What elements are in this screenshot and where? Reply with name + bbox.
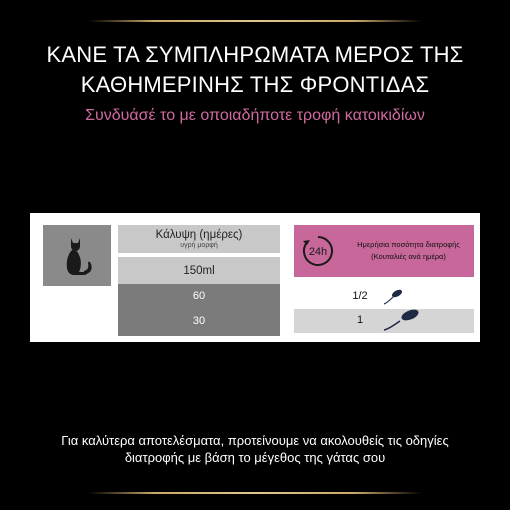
dose-row-1 bbox=[294, 285, 474, 309]
coverage-header-label: Κάλυψη (ημέρες) bbox=[155, 228, 243, 241]
dose-row-2 bbox=[294, 309, 474, 333]
volume-cell bbox=[118, 257, 280, 284]
coverage-subheader-label: υγρή μορφή bbox=[180, 241, 218, 249]
spoon-icon bbox=[382, 309, 422, 333]
title-line-2: ΚΑΘΗΜΕΡΙΝΗΣ ΤΗΣ ΦΡΟΝΤΙΔΑΣ bbox=[80, 72, 430, 97]
bottom-gold-divider bbox=[88, 492, 422, 494]
coverage-values bbox=[118, 284, 280, 336]
footer-line-1: Για καλύτερα αποτελέσματα, προτείνουμε να ακολουθείς τις οδηγίες bbox=[61, 433, 449, 448]
top-gold-divider bbox=[88, 20, 422, 22]
weight-row-1: 3-7kg bbox=[63, 290, 91, 302]
title-line-1: ΚΑΝΕ ΤΑ ΣΥΜΠΛΗΡΩΜΑΤΑ ΜΕΡΟΣ ΤΗΣ bbox=[46, 42, 464, 67]
dosage-table bbox=[30, 213, 480, 342]
days-row-1: 60 bbox=[192, 290, 206, 302]
dose-value-2: 1 bbox=[356, 314, 364, 326]
footer-caption bbox=[0, 432, 510, 466]
days-row-2: 30 bbox=[192, 315, 206, 327]
page-title bbox=[0, 40, 510, 100]
cat-icon bbox=[57, 234, 97, 278]
daily-amount-line-2: (Κουταλιές ανά ημέρα) bbox=[371, 252, 446, 261]
daily-amount-label bbox=[343, 239, 474, 263]
daily-amount-line-1: Ημερήσια ποσότητα διατροφής bbox=[357, 240, 460, 249]
cat-icon-box bbox=[43, 225, 111, 286]
clock-label: 24h bbox=[308, 246, 328, 258]
coverage-header bbox=[118, 225, 280, 253]
page-subtitle: Συνδυάσέ το με οποιαδήποτε τροφή κατοικιδίων bbox=[85, 107, 425, 124]
footer-line-2: διατροφής με βάση το μέγεθος της γάτας σου bbox=[124, 450, 386, 465]
clock-24h-icon bbox=[300, 233, 336, 269]
daily-amount-header bbox=[294, 225, 474, 277]
dose-value-1: 1/2 bbox=[352, 290, 368, 302]
weight-row-2: >7kg bbox=[64, 315, 90, 327]
spoon-icon bbox=[382, 287, 406, 307]
volume-label: 150ml bbox=[183, 264, 215, 277]
